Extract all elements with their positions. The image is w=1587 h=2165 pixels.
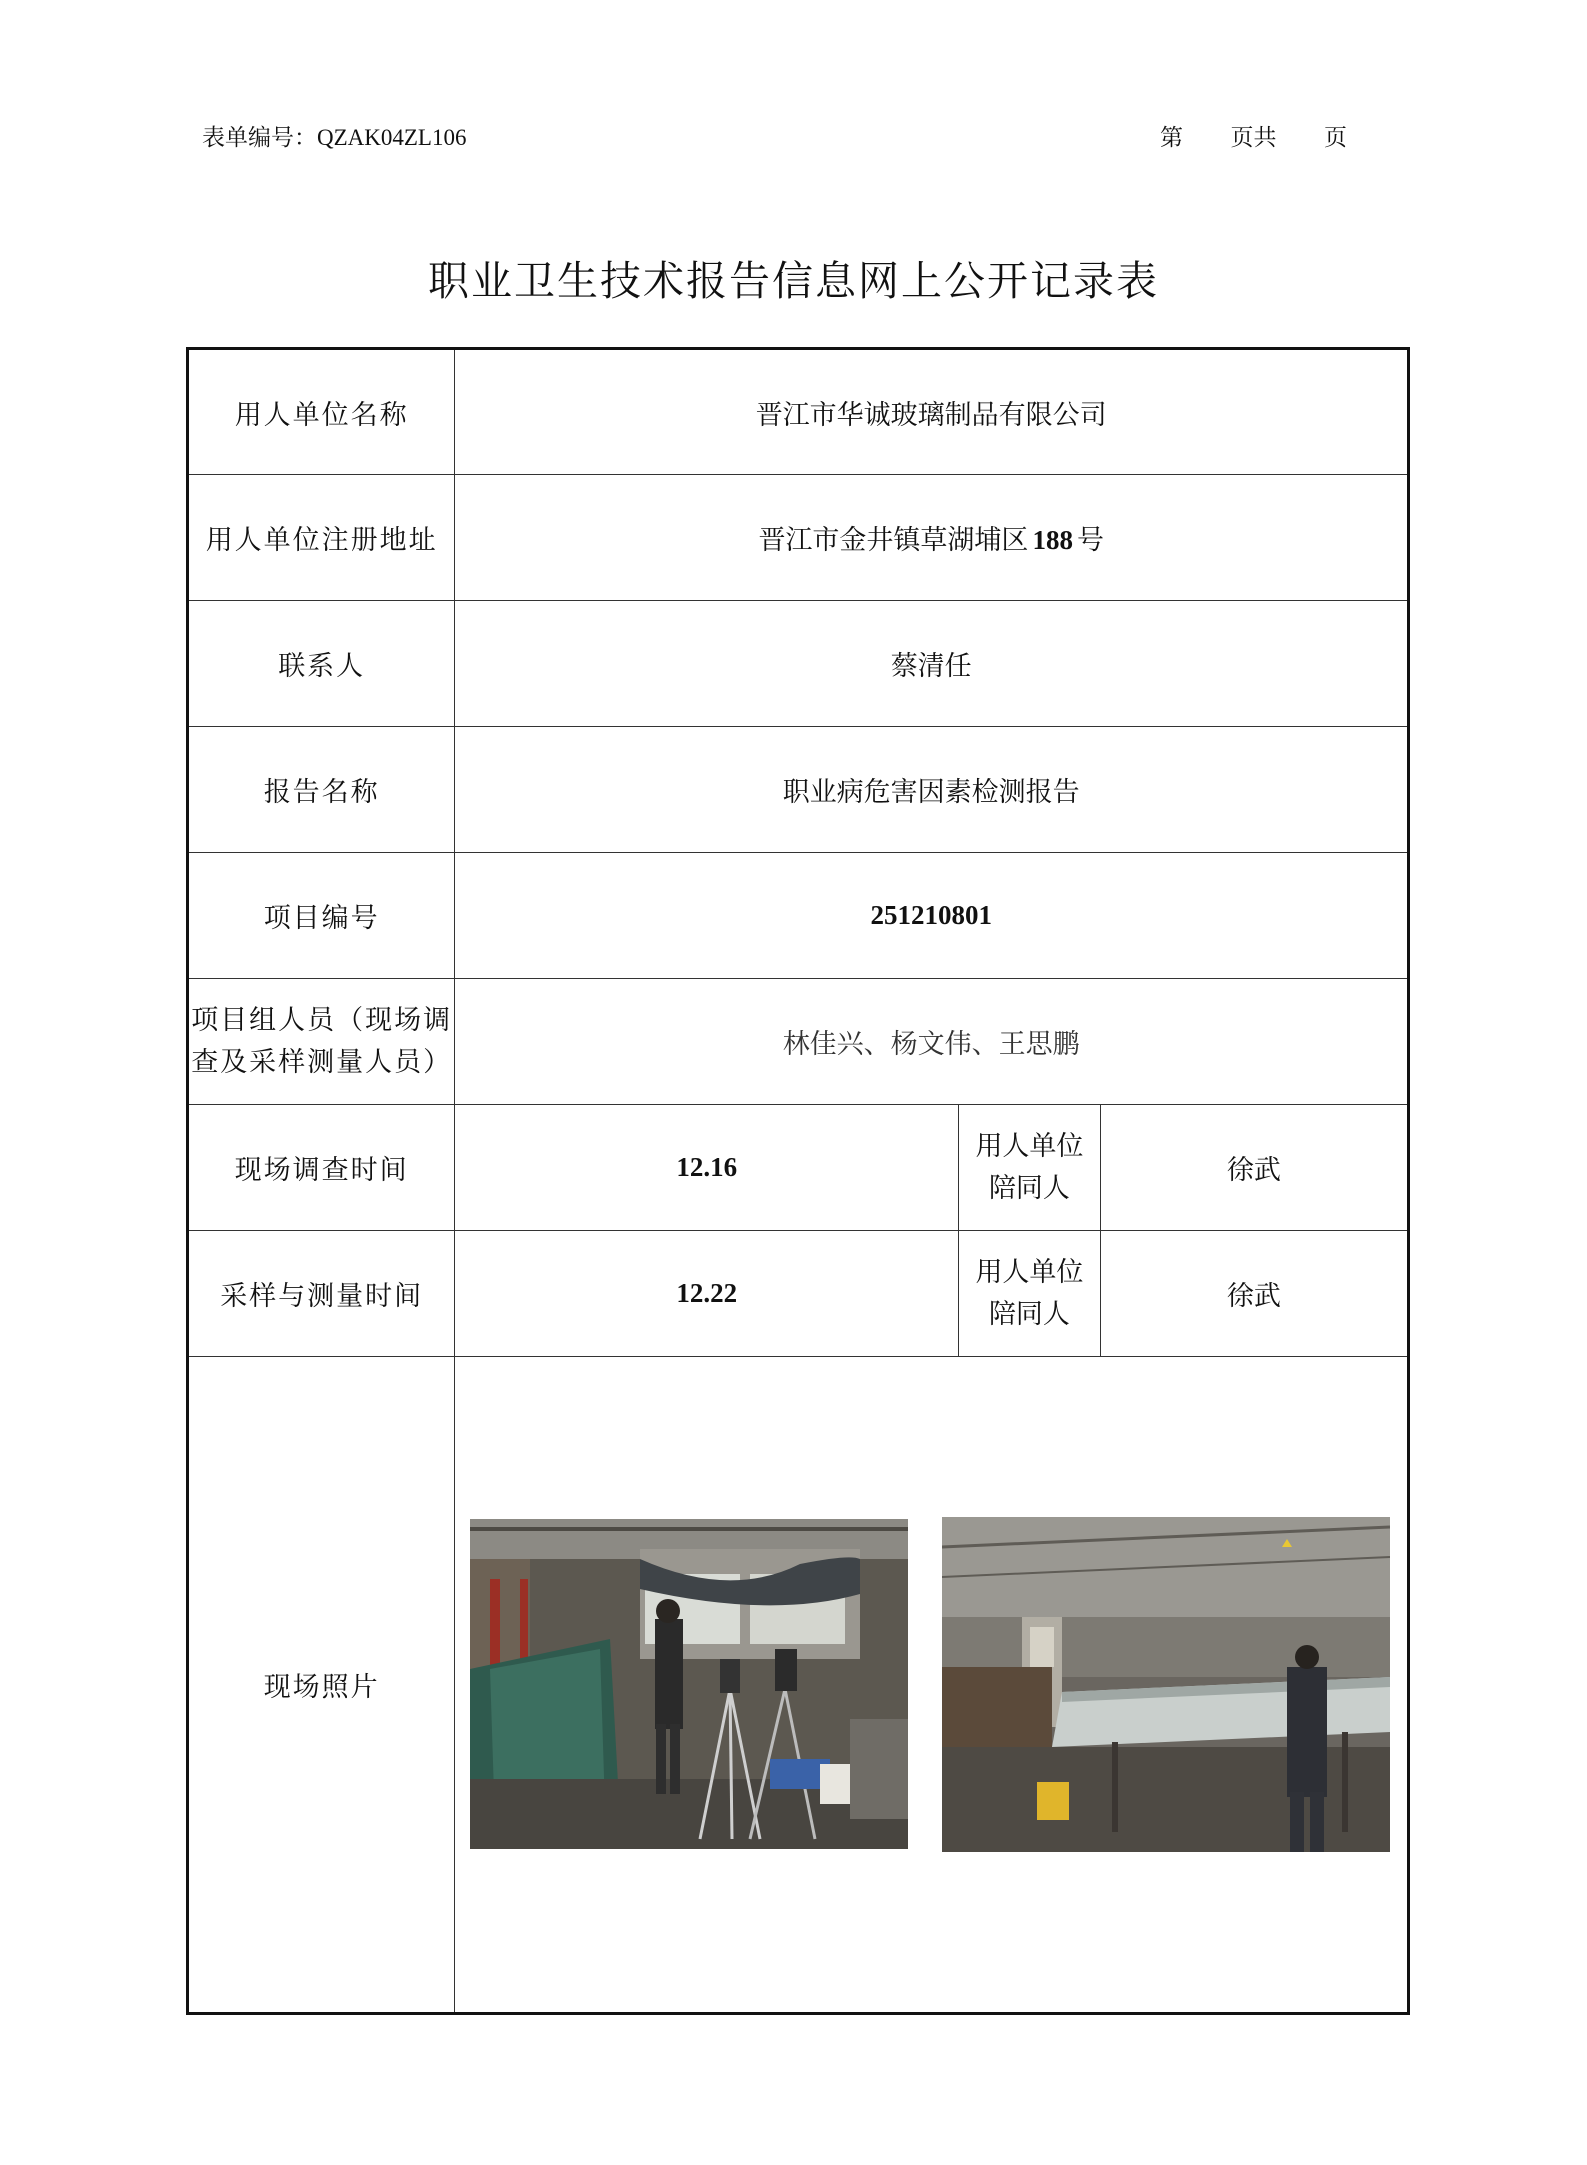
- report-name-row: [188, 727, 1409, 853]
- contact-row: [188, 601, 1409, 727]
- sampling-time-label: 采样与测量时间: [188, 1231, 455, 1357]
- site-photo-1-image: [470, 1519, 908, 1849]
- members-label-line2: 查及采样测量人员）: [191, 1046, 453, 1078]
- project-number-row: [188, 853, 1409, 979]
- photos-container: [455, 1357, 1407, 2012]
- site-photo-1: [470, 1519, 908, 1849]
- company-name-value: 晋江市华诚玻璃制品有限公司: [455, 349, 1409, 475]
- address-prefix: 晋江市金井镇草湖埔区: [758, 525, 1029, 556]
- survey-escort-value: 徐武: [1100, 1105, 1408, 1231]
- page-info-middle: 页共: [1230, 125, 1277, 150]
- company-name-row: [188, 349, 1409, 475]
- contact-value: 蔡清任: [455, 601, 1409, 727]
- address-row: [188, 475, 1409, 601]
- members-value: 林佳兴、杨文伟、王思鹏: [455, 979, 1409, 1105]
- record-table: [186, 347, 1410, 2015]
- sampling-time-value: 12.22: [455, 1231, 959, 1357]
- address-suffix: 号: [1076, 525, 1104, 556]
- photos-row: [188, 1357, 1409, 2014]
- survey-escort-label: [959, 1105, 1101, 1231]
- sampling-escort-label-line2: 陪同人: [988, 1298, 1070, 1330]
- sampling-escort-label-line1: 用人单位: [975, 1256, 1084, 1288]
- project-number-value: 251210801: [455, 853, 1409, 979]
- address-number: 188: [1032, 525, 1073, 555]
- sampling-escort-label: [959, 1231, 1101, 1357]
- sampling-time-row: [188, 1231, 1409, 1357]
- address-value: [455, 475, 1409, 601]
- report-name-value: 职业病危害因素检测报告: [455, 727, 1409, 853]
- sampling-escort-value: 徐武: [1100, 1231, 1408, 1357]
- survey-time-value: 12.16: [455, 1105, 959, 1231]
- project-number-label: 项目编号: [188, 853, 455, 979]
- site-photo-2-image: [942, 1517, 1390, 1852]
- photos-cell: [455, 1357, 1409, 2014]
- members-label: [188, 979, 455, 1105]
- survey-escort-label-line1: 用人单位: [975, 1130, 1084, 1162]
- survey-escort-label-line2: 陪同人: [988, 1172, 1070, 1204]
- company-name-label: 用人单位名称: [188, 349, 455, 475]
- contact-label: 联系人: [188, 601, 455, 727]
- report-name-label: 报告名称: [188, 727, 455, 853]
- members-row: [188, 979, 1409, 1105]
- page-info-prefix: 第: [1160, 125, 1183, 150]
- site-photo-2: [942, 1517, 1390, 1852]
- page-title: 职业卫生技术报告信息网上公开记录表: [428, 257, 1159, 305]
- survey-time-row: [188, 1105, 1409, 1231]
- survey-time-label: 现场调查时间: [188, 1105, 455, 1231]
- page-info-suffix: 页: [1324, 125, 1347, 150]
- photos-label: 现场照片: [188, 1357, 455, 2014]
- address-label: 用人单位注册地址: [188, 475, 455, 601]
- page-info: [1160, 119, 1347, 152]
- form-number: 表单编号：QZAK04ZL106: [202, 125, 467, 150]
- members-label-line1: 项目组人员（现场调: [191, 1004, 453, 1036]
